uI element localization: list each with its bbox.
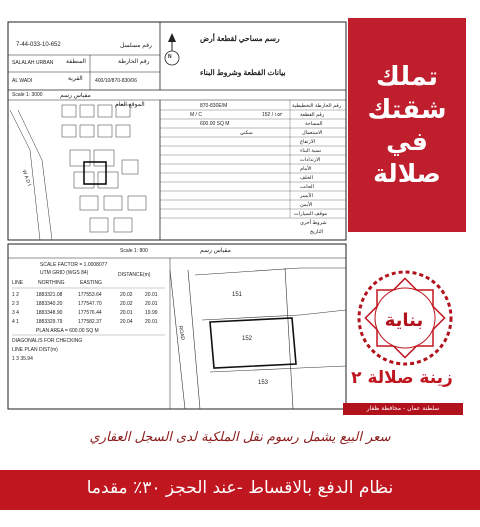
general-site-label: الموقع العام xyxy=(115,102,145,108)
row-2-d1: 20.02 xyxy=(120,301,133,307)
block: M / C xyxy=(190,112,202,118)
village-value: AL WADI xyxy=(12,78,33,84)
row-2-e: 177547.70 xyxy=(78,301,102,307)
promo-box xyxy=(348,18,466,232)
th-northing: NORTHING xyxy=(38,280,65,286)
logo-word: بناية xyxy=(384,310,424,331)
scale-factor: SCALE FACTOR = 1.0008077 xyxy=(40,262,108,268)
row-1-e: 177553.64 xyxy=(78,292,102,298)
row-2-line: 2 3 xyxy=(12,301,19,307)
row-3-d2: 19.99 xyxy=(145,310,158,316)
promo-line-2: شقتك xyxy=(367,94,447,125)
field-2: الارتدادات xyxy=(300,157,321,163)
area-label: المساحة xyxy=(305,121,323,127)
field-1: نسبة البناء xyxy=(300,148,322,154)
scale-top-label: مقياس رسم xyxy=(60,93,91,99)
promo-line-3: في صلالة xyxy=(373,127,441,188)
row-3-e: 177576.44 xyxy=(78,310,102,316)
map-value: 400/10/870-830/06 xyxy=(95,78,137,84)
serial-label: رقم مسلسل xyxy=(120,43,152,49)
field-5: الجانب xyxy=(300,184,314,190)
row-1-line: 1 2 xyxy=(12,292,19,298)
th-distance: DISTANCE(m) xyxy=(118,272,151,278)
field-9: شروط أخرى xyxy=(300,220,327,226)
row-2-n: 1883340.20 xyxy=(36,301,63,307)
survey-title: رسم مساحي لقطعة أرض xyxy=(200,34,280,43)
use-value: سكني xyxy=(240,130,253,136)
utm-grid: UTM GRID (WGS 84) xyxy=(40,270,89,276)
diagonal-row: 1 3 35.94 xyxy=(12,356,33,362)
plot-153: 153 xyxy=(258,380,269,386)
row-3-n: 1883348.90 xyxy=(36,310,63,316)
field-3: الأمام xyxy=(300,166,312,172)
field-0: الارتفاع xyxy=(300,139,316,145)
region-label: المنطقة xyxy=(66,59,86,65)
scale-top: Scale 1: 3000 xyxy=(12,92,43,98)
row-1-n: 1883321.08 xyxy=(36,292,63,298)
payment-banner xyxy=(0,470,480,510)
village-label: القرية xyxy=(68,76,83,82)
plot-no-label: رقم القطعة xyxy=(300,112,325,118)
plan-no-label: رقم الخارطة التخطيطية xyxy=(292,103,342,109)
diagonal-header: LINE PLAN DIST(m) xyxy=(12,347,58,353)
row-4-d1: 20.04 xyxy=(120,319,133,325)
plan-no: 870-830E/M xyxy=(200,103,228,109)
plot-151: 151 xyxy=(232,292,243,298)
row-4-d2: 20.01 xyxy=(145,319,158,325)
scale-bottom-label: مقياس رسم xyxy=(200,248,231,254)
survey-subtitle: بيانات القطعة وشروط البناء xyxy=(200,68,286,77)
use-label: الاستعمال xyxy=(302,130,323,136)
diagonal-title: DIAGONAL/S FOR CHECKING xyxy=(12,338,83,344)
row-3-line: 3 4 xyxy=(12,310,19,316)
row-4-e: 177582.37 xyxy=(78,319,102,325)
row-4-line: 4 1 xyxy=(12,319,19,325)
scale-bottom: Scale 1: 800 xyxy=(120,248,148,254)
payment-banner-text: نظام الدفع بالاقساط -عند الحجز ٣٠٪ مقدما xyxy=(86,478,394,498)
logo-subtitle: سلطنة عمان - محافظة ظفار xyxy=(343,403,463,415)
row-3-d1: 20.01 xyxy=(120,310,133,316)
area-value: 600.00 SQ M xyxy=(200,121,230,127)
logo-name: زينة صلالة ٢ xyxy=(351,368,453,388)
plan-area: PLAN AREA = 600.00 SQ M xyxy=(36,328,99,334)
field-4: الخلف xyxy=(300,175,313,181)
region-value: SALALAH URBAN xyxy=(12,60,54,66)
plot-152: 152 xyxy=(242,336,253,342)
price-note: سعر البيع يشمل رسوم نقل الملكية لدى السجل العقاري xyxy=(89,430,391,445)
field-6: الأيسر xyxy=(300,193,313,199)
row-1-d2: 20.01 xyxy=(145,292,158,298)
row-1-d1: 20.02 xyxy=(120,292,133,298)
north-letter: N xyxy=(168,54,172,60)
date-label: التاريخ xyxy=(310,229,323,235)
th-line: LINE xyxy=(12,280,24,286)
field-7: الأيمن xyxy=(300,202,313,208)
serial-value: 7-44-033-10-652 xyxy=(16,42,61,48)
map-label: رقم الخارطة xyxy=(118,59,150,65)
road-label: ROAD xyxy=(177,325,186,341)
field-8: موقف السيارات xyxy=(294,211,328,217)
row-2-d2: 20.01 xyxy=(145,301,158,307)
promo-line-1: تملك xyxy=(375,62,439,93)
wadi-label: W A D I xyxy=(20,169,33,187)
row-4-n: 1883329.79 xyxy=(36,319,63,325)
th-easting: EASTING xyxy=(80,280,102,286)
plot-no: 152 / ١٥٢ xyxy=(262,112,283,118)
